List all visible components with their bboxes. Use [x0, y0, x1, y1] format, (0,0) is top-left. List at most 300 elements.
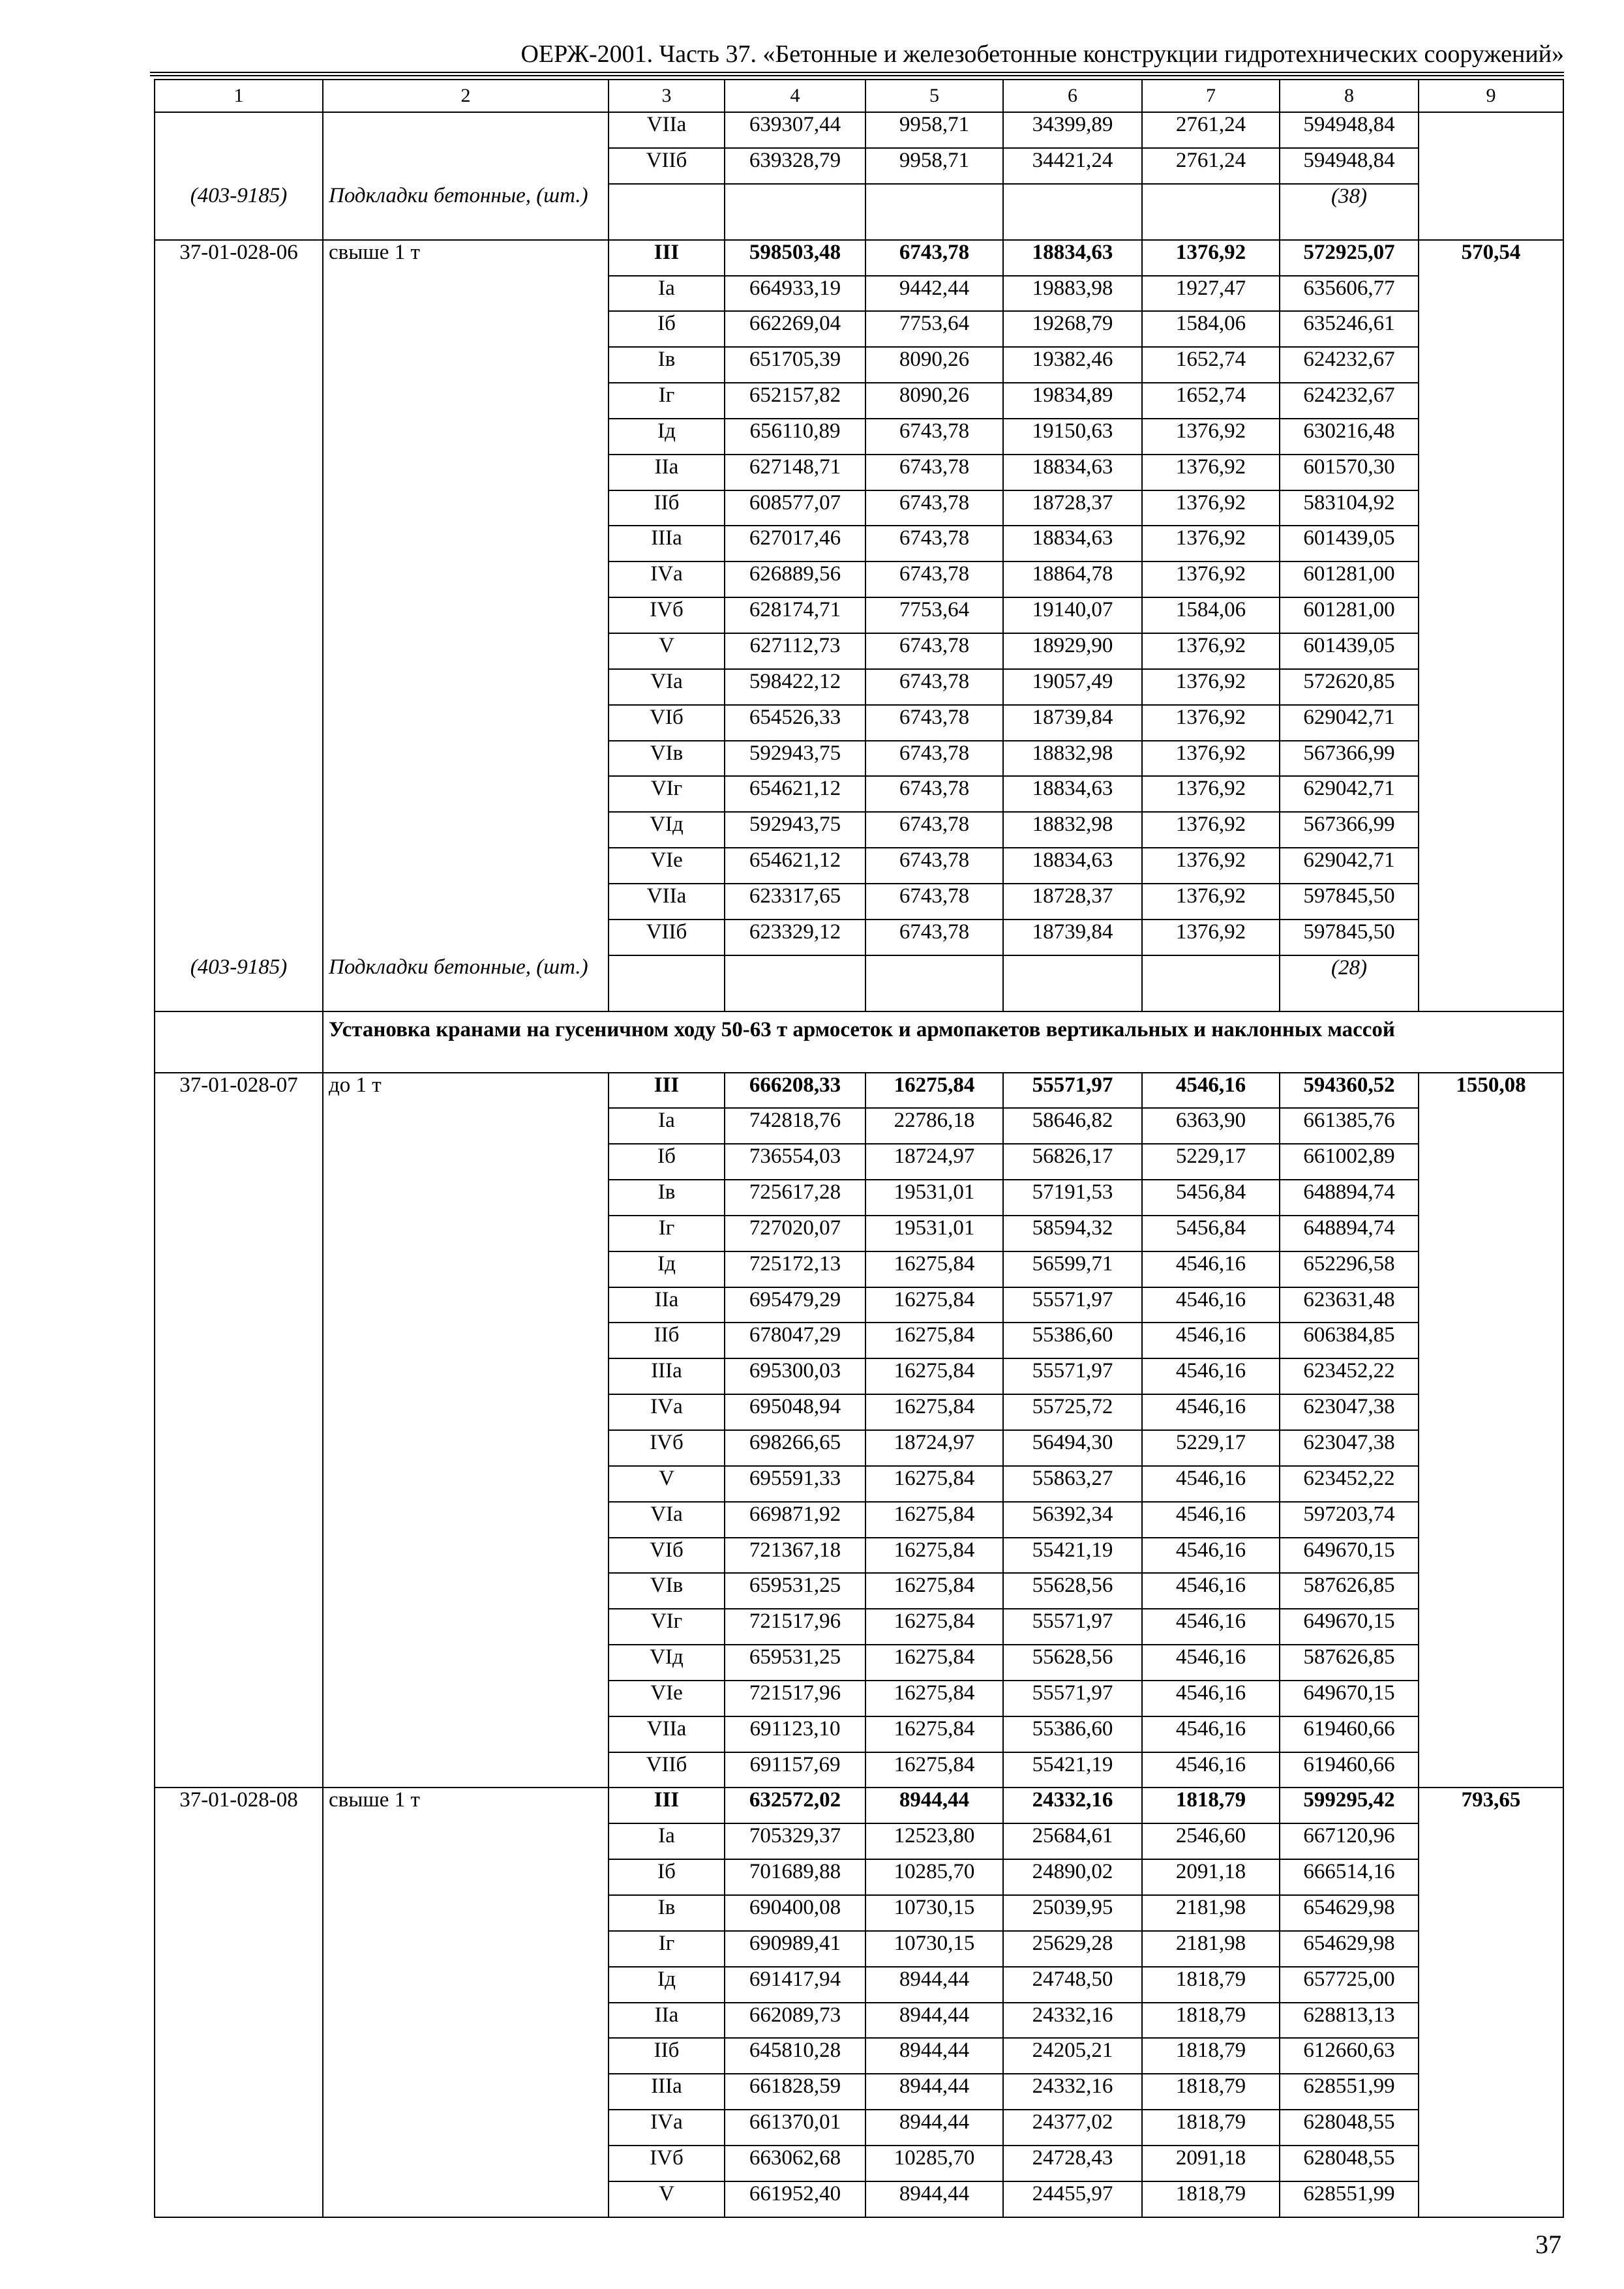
rate-row [155, 1287, 1563, 1323]
page-header: ОЕРЖ-2001. Часть 37. «Бетонные и железобетонные конструкции гидротехнических сооружений» [520, 40, 1564, 68]
zone-cell: Iд [609, 1251, 725, 1287]
empty-cell [1419, 1609, 1563, 1645]
rate-row [155, 1716, 1563, 1752]
column-number-8: 8 [1280, 80, 1419, 112]
value-cell-v6: 18832,98 [1003, 741, 1142, 777]
value-cell-v8: 597845,50 [1280, 884, 1419, 920]
value-cell-v8: 649670,15 [1280, 1538, 1419, 1574]
value-cell-v7: 2761,24 [1142, 148, 1280, 184]
empty-cell [1419, 1108, 1563, 1144]
value-cell-v8: 572925,07 [1280, 240, 1419, 276]
empty-cell [1419, 1681, 1563, 1716]
value-cell-v4: 662089,73 [725, 2003, 865, 2039]
value-cell-v4: 666208,33 [725, 1073, 865, 1109]
value-cell-v8: 628551,99 [1280, 2074, 1419, 2110]
zone-cell: IVа [609, 1394, 725, 1430]
empty-cell [1419, 1430, 1563, 1466]
empty-cell [155, 2074, 323, 2110]
value-cell-v4: 725172,13 [725, 1251, 865, 1287]
empty-cell [155, 311, 323, 347]
empty-cell [865, 955, 1003, 1011]
value-cell-v8: 623452,22 [1280, 1466, 1419, 1502]
value-cell-v5: 16275,84 [865, 1358, 1003, 1394]
value-cell-v7: 1376,92 [1142, 526, 1280, 561]
value-cell-v8: 654629,98 [1280, 1931, 1419, 1967]
value-cell-v5: 6743,78 [865, 741, 1003, 777]
value-cell-v7: 4546,16 [1142, 1466, 1280, 1502]
empty-cell [1419, 1931, 1563, 1967]
empty-cell [323, 526, 609, 561]
value-cell-v6: 19057,49 [1003, 669, 1142, 705]
empty-cell [1419, 597, 1563, 633]
empty-cell [323, 2110, 609, 2146]
zone-cell: VIа [609, 1502, 725, 1538]
empty-cell [323, 1752, 609, 1788]
rate-row [155, 1466, 1563, 1502]
value-cell-v7: 1376,92 [1142, 669, 1280, 705]
value-cell-v5: 8944,44 [865, 2181, 1003, 2217]
value-cell-v4: 695479,29 [725, 1287, 865, 1323]
value-cell-v4: 627148,71 [725, 455, 865, 490]
page-number: 37 [1535, 2230, 1561, 2259]
value-cell-v8: 667120,96 [1280, 1823, 1419, 1859]
value-cell-v5: 16275,84 [865, 1538, 1003, 1574]
value-cell-v7: 4546,16 [1142, 1538, 1280, 1574]
value-cell-v7: 1818,79 [1142, 2110, 1280, 2146]
zone-cell: Iв [609, 1895, 725, 1931]
value-cell-v4: 690400,08 [725, 1895, 865, 1931]
value-cell-v4: 661952,40 [725, 2181, 865, 2217]
rate-row [155, 2003, 1563, 2039]
zone-cell: VIб [609, 705, 725, 741]
empty-cell [155, 1752, 323, 1788]
empty-cell [155, 2146, 323, 2181]
empty-cell [1419, 669, 1563, 705]
empty-cell [323, 705, 609, 741]
value-cell-v7: 1818,79 [1142, 2181, 1280, 2217]
value-cell-v4: 639328,79 [725, 148, 865, 184]
empty-cell [323, 669, 609, 705]
empty-cell [1419, 1394, 1563, 1430]
empty-cell [155, 1895, 323, 1931]
value-cell-v6: 19834,89 [1003, 383, 1142, 419]
empty-cell [1419, 112, 1563, 148]
material-qty: (38) [1280, 184, 1419, 240]
material-name: Подкладки бетонные, (шт.) [323, 184, 609, 240]
empty-cell [155, 455, 323, 490]
value-cell-v4: 691157,69 [725, 1752, 865, 1788]
value-cell-v5: 6743,78 [865, 705, 1003, 741]
empty-cell [1419, 1466, 1563, 1502]
value-cell-v6: 24728,43 [1003, 2146, 1142, 2181]
rate-code: 37-01-028-06 [155, 240, 323, 276]
zone-cell: VIIа [609, 1716, 725, 1752]
value-cell-v7: 4546,16 [1142, 1251, 1280, 1287]
value-cell-v6: 24748,50 [1003, 1967, 1142, 2003]
value-cell-v6: 24205,21 [1003, 2038, 1142, 2074]
value-cell-v5: 16275,84 [865, 1716, 1003, 1752]
value-cell-v5: 6743,78 [865, 920, 1003, 955]
zone-cell: Iа [609, 276, 725, 312]
value-cell-v6: 55628,56 [1003, 1573, 1142, 1609]
value-cell-v5: 16275,84 [865, 1323, 1003, 1358]
value-cell-v7: 4546,16 [1142, 1502, 1280, 1538]
empty-cell [1419, 419, 1563, 455]
value-cell-v4: 664933,19 [725, 276, 865, 312]
value-cell-v8: 601439,05 [1280, 526, 1419, 561]
rate-code: 37-01-028-07 [155, 1073, 323, 1109]
value-cell-v6: 24455,97 [1003, 2181, 1142, 2217]
rate-row [155, 1538, 1563, 1574]
value-cell-v8: 629042,71 [1280, 776, 1419, 812]
rate-row [155, 669, 1563, 705]
value-cell-v6: 24890,02 [1003, 1859, 1142, 1895]
empty-cell [725, 955, 865, 1011]
rate-row [155, 920, 1563, 955]
empty-cell [155, 633, 323, 669]
value-cell-v6: 18739,84 [1003, 705, 1142, 741]
rate-row [155, 2110, 1563, 2146]
value-cell-v7: 1376,92 [1142, 633, 1280, 669]
value-cell-v8: 648894,74 [1280, 1216, 1419, 1251]
value-cell-v5: 16275,84 [865, 1681, 1003, 1716]
empty-cell [155, 705, 323, 741]
value-cell-v6: 19382,46 [1003, 347, 1142, 383]
empty-cell [155, 1011, 323, 1073]
value-cell-v6: 58646,82 [1003, 1108, 1142, 1144]
value-cell-v7: 4546,16 [1142, 1716, 1280, 1752]
empty-cell [1419, 1573, 1563, 1609]
value-cell-v7: 1376,92 [1142, 419, 1280, 455]
empty-cell [155, 1287, 323, 1323]
material-qty: (28) [1280, 955, 1419, 1011]
rates-table [154, 79, 1564, 2218]
rate-row [155, 1144, 1563, 1180]
header-rule-thin [150, 75, 1564, 76]
empty-cell [155, 776, 323, 812]
section-title: Установка кранами на гусеничном ходу 50-63 т армосеток и армопакетов вертикальных и наклонных массой [323, 1011, 1563, 1073]
empty-cell [323, 1681, 609, 1716]
empty-cell [1003, 184, 1142, 240]
value-cell-v6: 57191,53 [1003, 1180, 1142, 1216]
empty-cell [1419, 2038, 1563, 2074]
value-cell-v7: 4546,16 [1142, 1073, 1280, 1109]
zone-cell: Iг [609, 383, 725, 419]
empty-cell [155, 1216, 323, 1251]
empty-cell [1419, 311, 1563, 347]
value-cell-v5: 7753,64 [865, 311, 1003, 347]
value-cell-v8: 567366,99 [1280, 812, 1419, 848]
empty-cell [155, 597, 323, 633]
value-cell-v5: 18724,97 [865, 1430, 1003, 1466]
value-cell-v8: 635246,61 [1280, 311, 1419, 347]
empty-cell [1419, 2074, 1563, 2110]
value-cell-v6: 55863,27 [1003, 1466, 1142, 1502]
value-cell-v8: 629042,71 [1280, 705, 1419, 741]
zone-cell: IIб [609, 2038, 725, 2074]
value-cell-v4: 652157,82 [725, 383, 865, 419]
value-cell-v7: 2761,24 [1142, 112, 1280, 148]
zone-cell: III [609, 1073, 725, 1109]
rate-row [155, 148, 1563, 184]
empty-cell [323, 1967, 609, 2003]
value-cell-v8: 623452,22 [1280, 1358, 1419, 1394]
empty-cell [155, 1358, 323, 1394]
value-cell-v7: 5229,17 [1142, 1144, 1280, 1180]
empty-cell [1419, 1752, 1563, 1788]
value-cell-v4: 661828,59 [725, 2074, 865, 2110]
rate-row [155, 705, 1563, 741]
zone-cell: VIе [609, 1681, 725, 1716]
value-cell-v4: 659531,25 [725, 1645, 865, 1681]
empty-cell [323, 1180, 609, 1216]
value-cell-v5: 6743,78 [865, 561, 1003, 597]
value-cell-v6: 55571,97 [1003, 1287, 1142, 1323]
value-cell-v6: 56826,17 [1003, 1144, 1142, 1180]
total-cell: 793,65 [1419, 1788, 1563, 1823]
empty-cell [155, 1538, 323, 1574]
value-cell-v4: 628174,71 [725, 597, 865, 633]
rate-row [155, 1752, 1563, 1788]
rate-row [155, 311, 1563, 347]
empty-cell [155, 812, 323, 848]
value-cell-v7: 1584,06 [1142, 311, 1280, 347]
zone-cell: Iа [609, 1823, 725, 1859]
value-cell-v5: 9958,71 [865, 148, 1003, 184]
empty-cell [323, 1645, 609, 1681]
value-cell-v6: 18739,84 [1003, 920, 1142, 955]
value-cell-v5: 16275,84 [865, 1609, 1003, 1645]
empty-cell [1003, 955, 1142, 1011]
zone-cell: IIIа [609, 1358, 725, 1394]
value-cell-v5: 16275,84 [865, 1502, 1003, 1538]
empty-cell [1419, 2181, 1563, 2217]
empty-cell [1419, 490, 1563, 526]
value-cell-v4: 661370,01 [725, 2110, 865, 2146]
empty-cell [323, 2038, 609, 2074]
empty-cell [323, 419, 609, 455]
value-cell-v8: 666514,16 [1280, 1859, 1419, 1895]
empty-cell [323, 1251, 609, 1287]
value-cell-v5: 6743,78 [865, 776, 1003, 812]
empty-cell [1419, 1180, 1563, 1216]
value-cell-v7: 1818,79 [1142, 2038, 1280, 2074]
zone-cell: IVб [609, 1430, 725, 1466]
empty-cell [155, 2181, 323, 2217]
zone-cell: VIв [609, 1573, 725, 1609]
empty-cell [155, 490, 323, 526]
empty-cell [155, 419, 323, 455]
value-cell-v6: 18728,37 [1003, 490, 1142, 526]
value-cell-v8: 649670,15 [1280, 1609, 1419, 1645]
empty-cell [323, 1538, 609, 1574]
value-cell-v7: 4546,16 [1142, 1287, 1280, 1323]
rate-row [155, 1073, 1563, 1109]
value-cell-v6: 18834,63 [1003, 240, 1142, 276]
empty-cell [323, 455, 609, 490]
empty-cell [323, 490, 609, 526]
value-cell-v4: 651705,39 [725, 347, 865, 383]
zone-cell: Iв [609, 347, 725, 383]
empty-cell [323, 776, 609, 812]
empty-cell [323, 148, 609, 184]
empty-cell [155, 1573, 323, 1609]
zone-cell: VIе [609, 848, 725, 884]
rate-row [155, 1251, 1563, 1287]
value-cell-v5: 16275,84 [865, 1251, 1003, 1287]
empty-cell [155, 1180, 323, 1216]
empty-cell [323, 884, 609, 920]
value-cell-v5: 10730,15 [865, 1895, 1003, 1931]
value-cell-v8: 583104,92 [1280, 490, 1419, 526]
value-cell-v4: 742818,76 [725, 1108, 865, 1144]
value-cell-v5: 6743,78 [865, 633, 1003, 669]
empty-cell [1419, 920, 1563, 955]
value-cell-v6: 18832,98 [1003, 812, 1142, 848]
value-cell-v5: 9958,71 [865, 112, 1003, 148]
value-cell-v6: 18929,90 [1003, 633, 1142, 669]
zone-cell: IVб [609, 2146, 725, 2181]
empty-cell [155, 1681, 323, 1716]
value-cell-v4: 701689,88 [725, 1859, 865, 1895]
empty-cell [609, 184, 725, 240]
empty-cell [323, 812, 609, 848]
column-number-9: 9 [1419, 80, 1563, 112]
zone-cell: Iб [609, 311, 725, 347]
empty-cell [1419, 1967, 1563, 2003]
value-cell-v5: 6743,78 [865, 419, 1003, 455]
value-cell-v8: 587626,85 [1280, 1573, 1419, 1609]
empty-cell [1419, 633, 1563, 669]
empty-cell [323, 276, 609, 312]
header-rule [150, 72, 1564, 73]
value-cell-v7: 4546,16 [1142, 1645, 1280, 1681]
rate-row [155, 597, 1563, 633]
value-cell-v5: 8944,44 [865, 1967, 1003, 2003]
rate-row [155, 2038, 1563, 2074]
empty-cell [1419, 184, 1563, 240]
zone-cell: VIIа [609, 112, 725, 148]
value-cell-v4: 695591,33 [725, 1466, 865, 1502]
rate-row [155, 1394, 1563, 1430]
value-cell-v7: 4546,16 [1142, 1609, 1280, 1645]
rate-row [155, 1358, 1563, 1394]
empty-cell [323, 597, 609, 633]
value-cell-v5: 6743,78 [865, 490, 1003, 526]
value-cell-v5: 8944,44 [865, 1788, 1003, 1823]
empty-cell [155, 1108, 323, 1144]
zone-cell: VIв [609, 741, 725, 777]
rate-row [155, 1430, 1563, 1466]
rate-row [155, 1895, 1563, 1931]
value-cell-v4: 623317,65 [725, 884, 865, 920]
value-cell-v5: 10285,70 [865, 2146, 1003, 2181]
empty-cell [1419, 1645, 1563, 1681]
value-cell-v5: 19531,01 [865, 1216, 1003, 1251]
empty-cell [323, 1895, 609, 1931]
value-cell-v7: 4546,16 [1142, 1323, 1280, 1358]
empty-cell [155, 884, 323, 920]
zone-cell: VIг [609, 1609, 725, 1645]
rate-row [155, 455, 1563, 490]
value-cell-v4: 727020,07 [725, 1216, 865, 1251]
empty-cell [323, 1823, 609, 1859]
value-cell-v4: 627017,46 [725, 526, 865, 561]
value-cell-v8: 630216,48 [1280, 419, 1419, 455]
zone-cell: IVа [609, 2110, 725, 2146]
rate-row [155, 1931, 1563, 1967]
empty-cell [155, 1394, 323, 1430]
value-cell-v7: 1584,06 [1142, 597, 1280, 633]
value-cell-v5: 22786,18 [865, 1108, 1003, 1144]
empty-cell [323, 1716, 609, 1752]
rate-row [155, 776, 1563, 812]
value-cell-v5: 8944,44 [865, 2003, 1003, 2039]
value-cell-v7: 1818,79 [1142, 1967, 1280, 2003]
empty-cell [323, 633, 609, 669]
value-cell-v7: 1376,92 [1142, 240, 1280, 276]
value-cell-v4: 598422,12 [725, 669, 865, 705]
value-cell-v6: 55571,97 [1003, 1681, 1142, 1716]
zone-cell: VIIа [609, 884, 725, 920]
zone-cell: IIб [609, 1323, 725, 1358]
empty-cell [155, 1466, 323, 1502]
zone-cell: IVа [609, 561, 725, 597]
rate-row [155, 633, 1563, 669]
value-cell-v4: 654621,12 [725, 848, 865, 884]
value-cell-v4: 608577,07 [725, 490, 865, 526]
value-cell-v8: 601570,30 [1280, 455, 1419, 490]
empty-cell [155, 1502, 323, 1538]
empty-cell [323, 1216, 609, 1251]
value-cell-v6: 56599,71 [1003, 1251, 1142, 1287]
empty-cell [323, 2074, 609, 2110]
value-cell-v8: 628813,13 [1280, 2003, 1419, 2039]
value-cell-v8: 594948,84 [1280, 148, 1419, 184]
zone-cell: IIа [609, 455, 725, 490]
value-cell-v8: 661002,89 [1280, 1144, 1419, 1180]
empty-cell [1419, 848, 1563, 884]
value-cell-v8: 599295,42 [1280, 1788, 1419, 1823]
value-cell-v8: 628048,55 [1280, 2146, 1419, 2181]
value-cell-v4: 627112,73 [725, 633, 865, 669]
empty-cell [1419, 1538, 1563, 1574]
value-cell-v8: 657725,00 [1280, 1967, 1419, 2003]
empty-cell [1419, 148, 1563, 184]
value-cell-v5: 8944,44 [865, 2038, 1003, 2074]
value-cell-v5: 6743,78 [865, 669, 1003, 705]
value-cell-v4: 705329,37 [725, 1823, 865, 1859]
empty-cell [323, 347, 609, 383]
value-cell-v8: 601281,00 [1280, 597, 1419, 633]
empty-cell [155, 1251, 323, 1287]
empty-cell [155, 1716, 323, 1752]
value-cell-v8: 567366,99 [1280, 741, 1419, 777]
rate-row [155, 1859, 1563, 1895]
value-cell-v8: 597203,74 [1280, 1502, 1419, 1538]
value-cell-v8: 648894,74 [1280, 1180, 1419, 1216]
zone-cell: Iд [609, 419, 725, 455]
column-number-2: 2 [323, 80, 609, 112]
zone-cell: IIа [609, 1287, 725, 1323]
empty-cell [1419, 955, 1563, 1011]
value-cell-v8: 628551,99 [1280, 2181, 1419, 2217]
zone-cell: VIд [609, 1645, 725, 1681]
value-cell-v4: 656110,89 [725, 419, 865, 455]
empty-cell [1419, 812, 1563, 848]
column-number-3: 3 [609, 80, 725, 112]
zone-cell: V [609, 2181, 725, 2217]
